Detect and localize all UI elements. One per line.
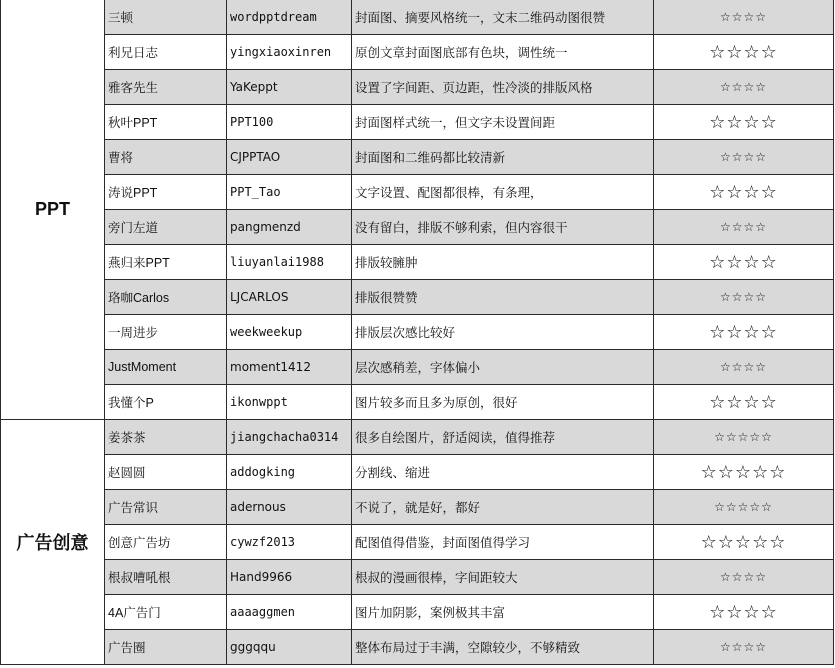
account-id: PPT_Tao xyxy=(227,175,352,210)
table-row xyxy=(1,175,834,210)
account-id: aaaaggmen xyxy=(227,595,352,630)
table-row xyxy=(1,350,834,385)
account-id: LJCARLOS xyxy=(227,280,352,315)
table-row xyxy=(1,525,834,560)
rating-stars: ☆☆☆☆ xyxy=(654,315,834,350)
account-id: CJPPTAO xyxy=(227,140,352,175)
table-row xyxy=(1,140,834,175)
account-name: 广告圈 xyxy=(105,630,227,665)
account-id: gggqqu xyxy=(227,630,352,665)
category-label: PPT xyxy=(1,0,105,420)
table-row xyxy=(1,105,834,140)
rating-stars: ☆☆☆☆ xyxy=(654,70,834,105)
rating-stars: ☆☆☆☆ xyxy=(654,140,834,175)
account-name: 曹将 xyxy=(105,140,227,175)
account-id: wordpptdream xyxy=(227,0,352,35)
account-description: 原创文章封面图底部有色块，调性统一 xyxy=(352,35,654,70)
rating-stars: ☆☆☆☆ xyxy=(654,0,834,35)
account-id: liuyanlai1988 xyxy=(227,245,352,280)
account-name: 一周进步 xyxy=(105,315,227,350)
account-description: 排版层次感比较好 xyxy=(352,315,654,350)
account-id: YaKeppt xyxy=(227,70,352,105)
account-description: 排版较臃肿 xyxy=(352,245,654,280)
account-description: 没有留白，排版不够利索，但内容很干 xyxy=(352,210,654,245)
table-row xyxy=(1,315,834,350)
account-description: 排版很赞赞 xyxy=(352,280,654,315)
account-name: 赵圆圆 xyxy=(105,455,227,490)
table-row xyxy=(1,490,834,525)
account-name: JustMoment xyxy=(105,350,227,385)
rating-stars: ☆☆☆☆ xyxy=(654,210,834,245)
account-name: 燕归来PPT xyxy=(105,245,227,280)
account-name: 广告常识 xyxy=(105,490,227,525)
table-row xyxy=(1,35,834,70)
account-id: moment1412 xyxy=(227,350,352,385)
account-name: 三顿 xyxy=(105,0,227,35)
table-row xyxy=(1,245,834,280)
table-row xyxy=(1,280,834,315)
account-id: Hand9966 xyxy=(227,560,352,595)
account-description: 封面图样式统一，但文字未设置间距 xyxy=(352,105,654,140)
rating-stars: ☆☆☆☆☆ xyxy=(654,455,834,490)
rating-stars: ☆☆☆☆☆ xyxy=(654,420,834,455)
rating-stars: ☆☆☆☆☆ xyxy=(654,525,834,560)
account-name: 涛说PPT xyxy=(105,175,227,210)
account-description: 分割线、缩进 xyxy=(352,455,654,490)
rating-stars: ☆☆☆☆ xyxy=(654,280,834,315)
account-name: 姜茶茶 xyxy=(105,420,227,455)
account-id: yingxiaoxinren xyxy=(227,35,352,70)
account-name: 雅客先生 xyxy=(105,70,227,105)
account-description: 图片较多而且多为原创，很好 xyxy=(352,385,654,420)
account-name: 秋叶PPT xyxy=(105,105,227,140)
account-id: pangmenzd xyxy=(227,210,352,245)
account-id: jiangchacha0314 xyxy=(227,420,352,455)
table-row xyxy=(1,210,834,245)
account-id: addogking xyxy=(227,455,352,490)
account-name: 根叔嘈吼根 xyxy=(105,560,227,595)
account-id: cywzf2013 xyxy=(227,525,352,560)
account-id: PPT100 xyxy=(227,105,352,140)
rating-stars: ☆☆☆☆☆ xyxy=(654,490,834,525)
account-description: 文字设置、配图都很棒，有条理， xyxy=(352,175,654,210)
account-name: 利兄日志 xyxy=(105,35,227,70)
rating-stars: ☆☆☆☆ xyxy=(654,350,834,385)
account-name: 珞咖Carlos xyxy=(105,280,227,315)
account-description: 很多自绘图片，舒适阅读，值得推荐 xyxy=(352,420,654,455)
account-id: ikonwppt xyxy=(227,385,352,420)
table-row xyxy=(1,560,834,595)
account-description: 设置了字间距、页边距，性冷淡的排版风格 xyxy=(352,70,654,105)
rating-stars: ☆☆☆☆ xyxy=(654,245,834,280)
account-description: 封面图、摘要风格统一，文末二维码动图很赞 xyxy=(352,0,654,35)
rating-stars: ☆☆☆☆ xyxy=(654,35,834,70)
account-description: 不说了，就是好，都好 xyxy=(352,490,654,525)
rating-stars: ☆☆☆☆ xyxy=(654,175,834,210)
account-description: 图片加阴影，案例极其丰富 xyxy=(352,595,654,630)
table-row xyxy=(1,385,834,420)
rating-stars: ☆☆☆☆ xyxy=(654,560,834,595)
account-name: 旁门左道 xyxy=(105,210,227,245)
table-row xyxy=(1,70,834,105)
account-description: 封面图和二维码都比较清新 xyxy=(352,140,654,175)
table-row xyxy=(1,630,834,665)
account-id: weekweekup xyxy=(227,315,352,350)
table-row xyxy=(1,0,834,35)
account-description: 配图值得借鉴，封面图值得学习 xyxy=(352,525,654,560)
account-id: adernous xyxy=(227,490,352,525)
rating-stars: ☆☆☆☆ xyxy=(654,385,834,420)
rating-stars: ☆☆☆☆ xyxy=(654,595,834,630)
accounts-table-body xyxy=(1,0,834,665)
rating-stars: ☆☆☆☆ xyxy=(654,630,834,665)
account-name: 我懂个P xyxy=(105,385,227,420)
account-description: 根叔的漫画很棒，字间距较大 xyxy=(352,560,654,595)
account-name: 创意广告坊 xyxy=(105,525,227,560)
account-name: 4A广告门 xyxy=(105,595,227,630)
table-row xyxy=(1,455,834,490)
account-description: 整体布局过于丰满，空隙较少，不够精致 xyxy=(352,630,654,665)
table-row xyxy=(1,420,834,455)
table-row xyxy=(1,595,834,630)
category-label: 广告创意 xyxy=(1,420,105,665)
account-description: 层次感稍差，字体偏小 xyxy=(352,350,654,385)
rating-stars: ☆☆☆☆ xyxy=(654,105,834,140)
